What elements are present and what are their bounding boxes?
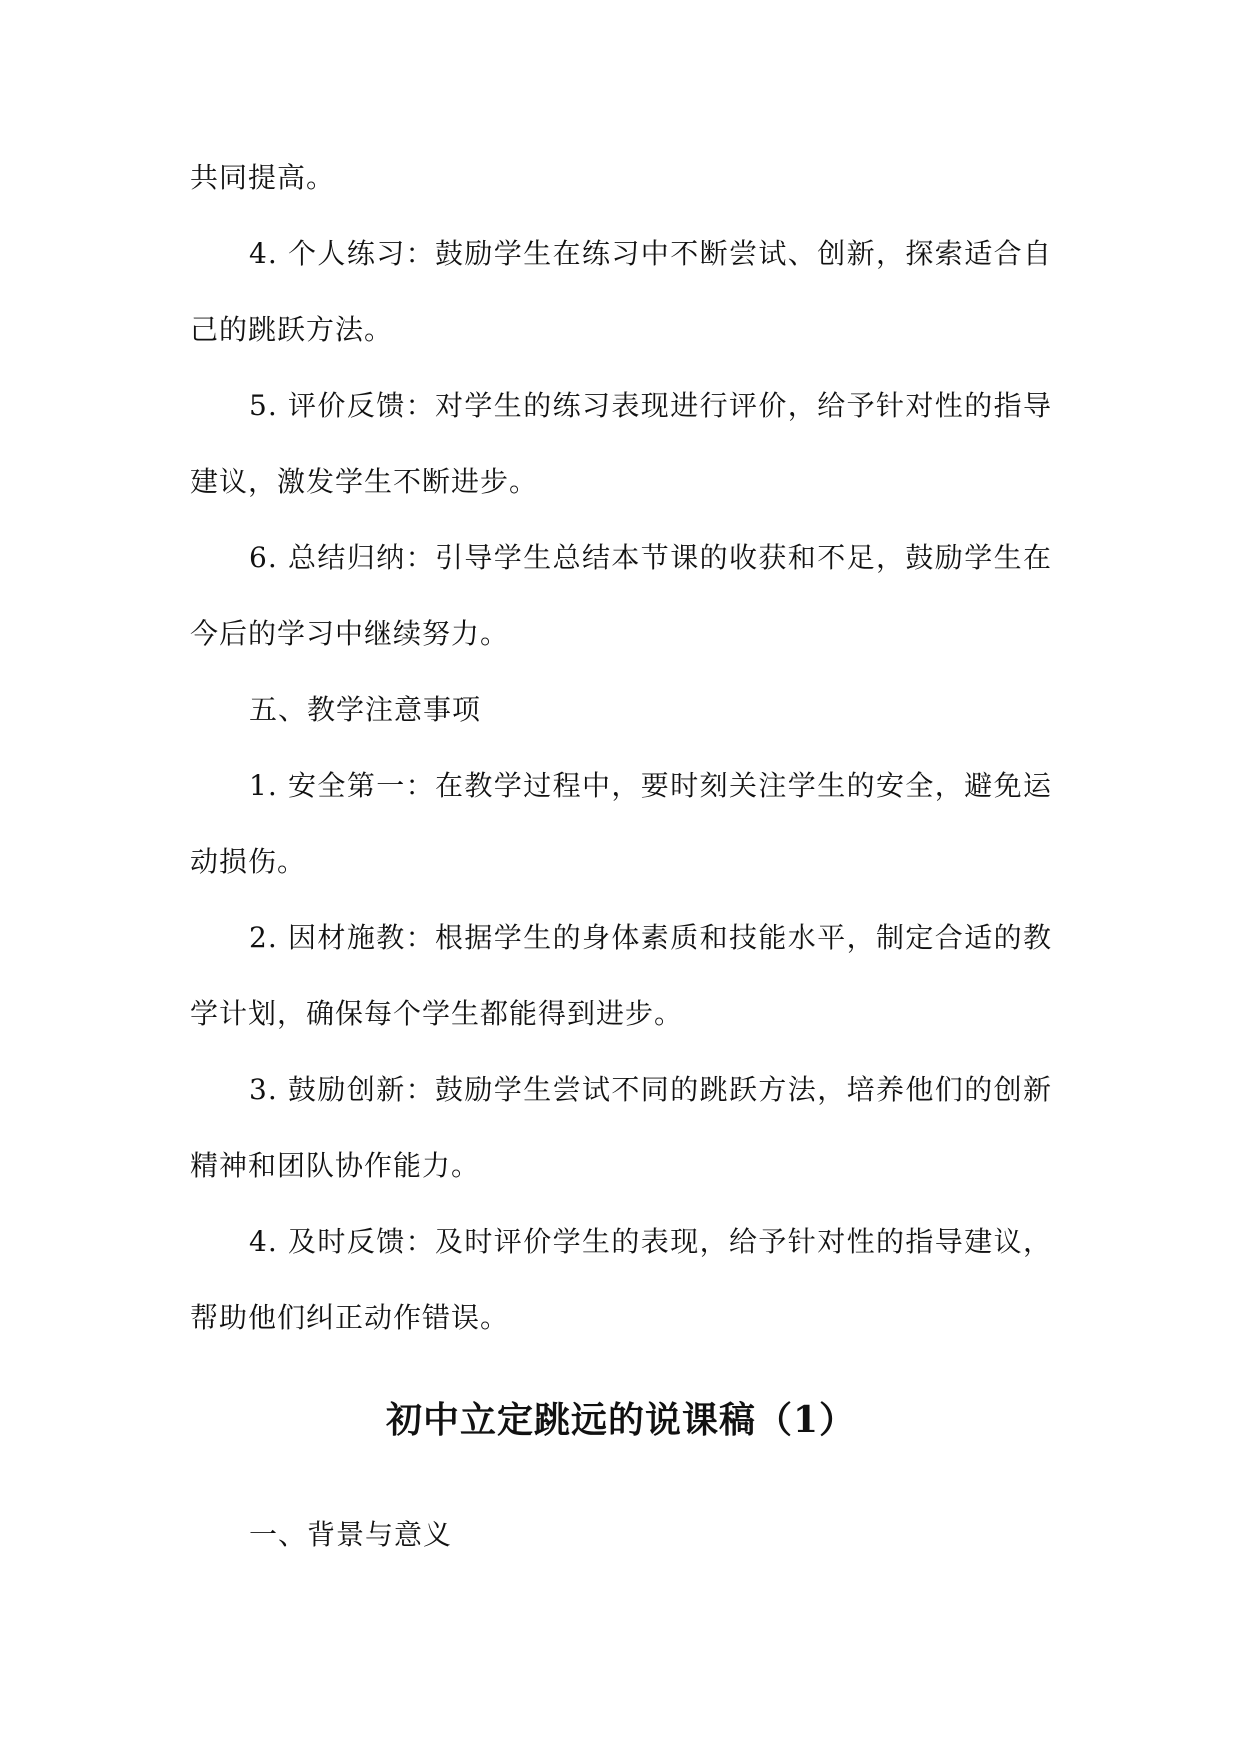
paragraph-continuation: 共同提高。 bbox=[190, 161, 336, 194]
document-title: 初中立定跳远的说课稿（1） bbox=[385, 1399, 857, 1441]
section-heading-notes: 五、教学注意事项 bbox=[249, 693, 482, 726]
body-text bbox=[190, 140, 1052, 1356]
paragraph-note-2-individualized: 2. 因材施教：根据学生的身体素质和技能水平，制定合适的教学计划，确保每个学生都能得到进步。 bbox=[190, 921, 1052, 1030]
paragraph-item-5-feedback: 5. 评价反馈：对学生的练习表现进行评价，给予针对性的指导建议，激发学生不断进步。 bbox=[190, 389, 1052, 498]
paragraph-item-4-practice: 4. 个人练习：鼓励学生在练习中不断尝试、创新，探索适合自己的跳跃方法。 bbox=[190, 237, 1052, 346]
section-heading-background: 一、背景与意义 bbox=[249, 1518, 453, 1551]
paragraph-item-6-summary: 6. 总结归纳：引导学生总结本节课的收获和不足，鼓励学生在今后的学习中继续努力。 bbox=[190, 541, 1052, 650]
paragraph-note-3-innovation: 3. 鼓励创新：鼓励学生尝试不同的跳跃方法，培养他们的创新精神和团队协作能力。 bbox=[190, 1073, 1052, 1182]
paragraph-note-1-safety: 1. 安全第一：在教学过程中，要时刻关注学生的安全，避免运动损伤。 bbox=[190, 769, 1052, 878]
paragraph-note-4-timely-feedback: 4. 及时反馈：及时评价学生的表现，给予针对性的指导建议，帮助他们纠正动作错误。 bbox=[190, 1225, 1052, 1334]
